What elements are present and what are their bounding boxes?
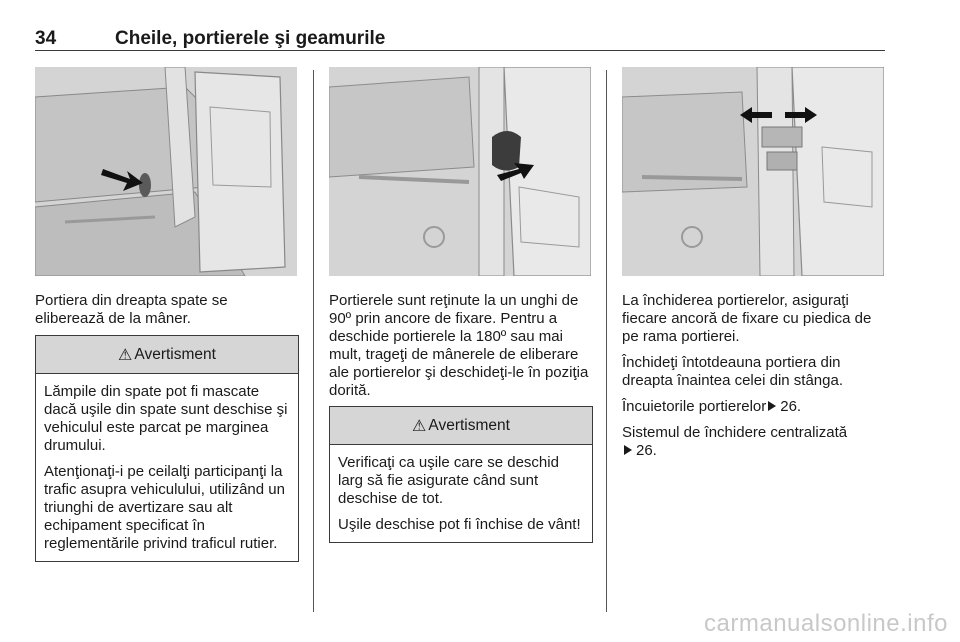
col3-paragraph-1: La închiderea portierelor, asiguraţi fiecare ancoră de fixare cu piedica de pe rama portierei. bbox=[622, 292, 872, 345]
column-divider-right bbox=[606, 70, 607, 612]
col1-warning-body bbox=[36, 374, 298, 561]
column-divider-left bbox=[313, 70, 314, 612]
col2-warning-p2: Uşile deschise pot fi închise de vânt! bbox=[338, 516, 581, 533]
col2-warning-header bbox=[330, 407, 592, 445]
col2-warning-box bbox=[329, 406, 593, 543]
col1-warning-header bbox=[36, 336, 298, 374]
col3-text bbox=[622, 292, 890, 468]
col2-warning-title: Avertisment bbox=[428, 416, 510, 434]
col1-text bbox=[35, 292, 297, 336]
door-anchor-drawing bbox=[622, 67, 884, 276]
col3-p4-ref[interactable]: 26. bbox=[636, 442, 657, 459]
door-release-handle-illustration bbox=[329, 67, 591, 276]
page-title: Cheile, portierele şi geamurile bbox=[115, 28, 386, 49]
col1-warning-p2: Atenţionaţi-i pe ceilalţi participanţi la trafic asupra vehiculului, utilizând un triunghi de avertizare sau alt echipament specificat în reglementările privind traficul rutier. bbox=[44, 463, 285, 552]
rear-door-drawing bbox=[35, 67, 297, 276]
page-header bbox=[35, 26, 885, 51]
col3-paragraph-4 bbox=[622, 424, 890, 460]
site-watermark: carmanualsonline.info bbox=[704, 610, 948, 637]
col3-p3-ref[interactable]: 26. bbox=[780, 398, 802, 415]
page-number: 34 bbox=[35, 28, 57, 49]
col1-warning-box bbox=[35, 335, 299, 562]
door-release-drawing bbox=[329, 67, 591, 276]
rear-door-interior-illustration bbox=[35, 67, 297, 276]
col1-warning-p1: Lămpile din spate pot fi mascate dacă uşile din spate sunt deschise şi vehiculul este parcat pe marginea drumului. bbox=[44, 383, 288, 454]
col3-paragraph-3 bbox=[622, 398, 890, 416]
page-reference-arrow-icon bbox=[768, 401, 776, 411]
col2-warning-body bbox=[330, 445, 592, 542]
door-anchor-illustration bbox=[622, 67, 884, 276]
col2-paragraph: Portierele sunt reţinute la un unghi de 90º prin ancore de fixare. Pentru a deschide portierele la 180º sau mai mult, trageţi de mânerele de eliberare ale portierelor şi deschideţi-le în poziţia dorită. bbox=[329, 292, 589, 399]
col3-p4-text: Sistemul de închidere centralizată bbox=[622, 424, 848, 441]
col1-paragraph: Portiera din dreapta spate se eliberează de la mâner. bbox=[35, 292, 228, 327]
col2-text bbox=[329, 292, 595, 408]
warning-triangle-icon: ⚠ bbox=[412, 417, 427, 435]
col2-warning-p1: Verificaţi ca uşile care se deschid larg să fie asigurate când sunt deschise de tot. bbox=[338, 454, 559, 507]
col3-paragraph-2: Închideţi întotdeauna portiera din dreapta înaintea celei din stânga. bbox=[622, 354, 843, 389]
warning-triangle-icon: ⚠ bbox=[118, 346, 133, 364]
col3-p3-text: Încuietorile portierelor bbox=[622, 398, 767, 415]
col1-warning-title: Avertisment bbox=[134, 345, 216, 363]
page-reference-arrow-icon bbox=[624, 445, 632, 455]
